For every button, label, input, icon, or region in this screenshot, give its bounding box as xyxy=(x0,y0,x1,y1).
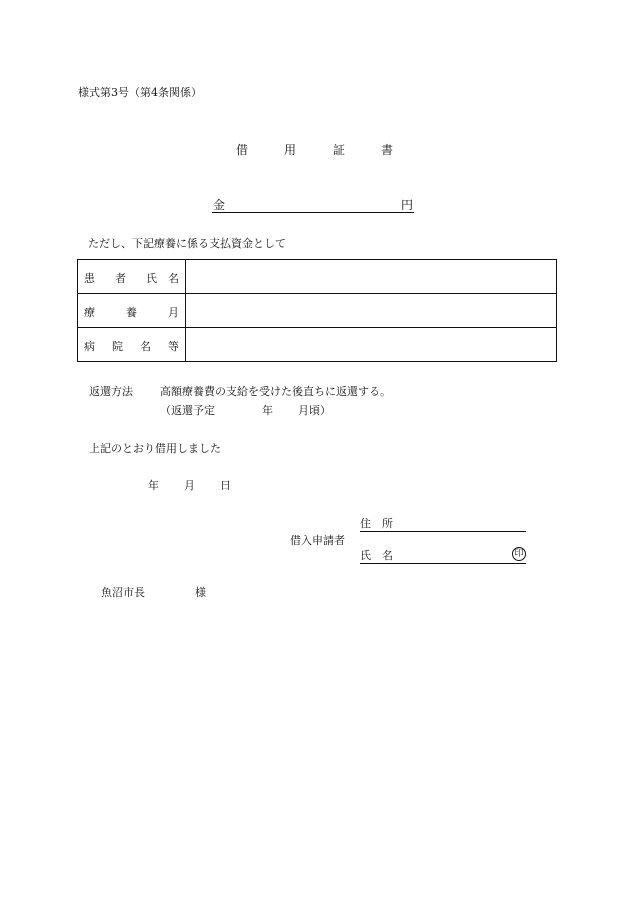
addressee-name: 魚沼市長 xyxy=(101,586,145,599)
label-char: 者 xyxy=(115,272,126,285)
plan-open: （返還予定 xyxy=(160,404,215,417)
purpose-text: ただし、下記療養に係る支払資金として xyxy=(88,237,286,250)
treatment-month-field[interactable] xyxy=(186,294,557,328)
amount-field[interactable] xyxy=(212,196,414,213)
label-treatment-month xyxy=(78,294,186,328)
addressee-honorific: 様 xyxy=(195,586,206,599)
repayment-label: 返還方法 xyxy=(89,385,133,398)
name-label-char: 氏 xyxy=(360,549,371,562)
title-char: 借 xyxy=(236,143,249,157)
repayment-plan xyxy=(160,402,360,416)
date-year: 年 xyxy=(148,479,159,492)
table-row xyxy=(78,294,557,328)
date-month: 月 xyxy=(184,479,195,492)
address-label-char: 所 xyxy=(382,517,393,530)
label-char: 月 xyxy=(168,306,179,319)
label-char: 名 xyxy=(168,272,179,285)
label-char: 病 xyxy=(84,340,95,353)
label-char: 等 xyxy=(168,340,179,353)
addressee xyxy=(101,584,221,598)
title-char: 用 xyxy=(284,143,297,157)
applicant-label: 借入申請者 xyxy=(290,534,345,547)
table-row xyxy=(78,260,557,294)
label-char: 養 xyxy=(126,306,137,319)
title-char: 証 xyxy=(333,143,346,157)
info-table xyxy=(77,259,557,362)
name-label-char: 名 xyxy=(382,549,393,562)
repayment-text: 高額療養費の支給を受けた後直ちに返還する。 xyxy=(160,385,391,398)
amount-prefix: 金 xyxy=(213,198,226,212)
title-char: 書 xyxy=(381,143,394,157)
label-char: 氏 xyxy=(146,272,157,285)
label-hospital-name xyxy=(78,328,186,362)
label-char: 名 xyxy=(140,340,151,353)
label-char: 患 xyxy=(84,272,95,285)
label-char: 療 xyxy=(84,306,95,319)
label-char: 院 xyxy=(112,340,123,353)
borrowed-statement: 上記のとおり借用しました xyxy=(89,442,221,455)
label-patient-name xyxy=(78,260,186,294)
address-field[interactable] xyxy=(360,515,526,532)
table-row xyxy=(78,328,557,362)
name-field[interactable] xyxy=(360,547,526,564)
date-line xyxy=(148,477,248,491)
seal-mark: 印 xyxy=(512,547,526,561)
document-title xyxy=(236,141,396,157)
date-day: 日 xyxy=(220,479,231,492)
hospital-name-field[interactable] xyxy=(186,328,557,362)
patient-name-field[interactable] xyxy=(186,260,557,294)
form-number: 様式第3号（第4条関係） xyxy=(78,86,202,99)
address-label-char: 住 xyxy=(360,517,371,530)
plan-year: 年 xyxy=(262,404,273,417)
plan-month: 月頃） xyxy=(298,404,331,417)
amount-suffix: 円 xyxy=(400,198,413,212)
